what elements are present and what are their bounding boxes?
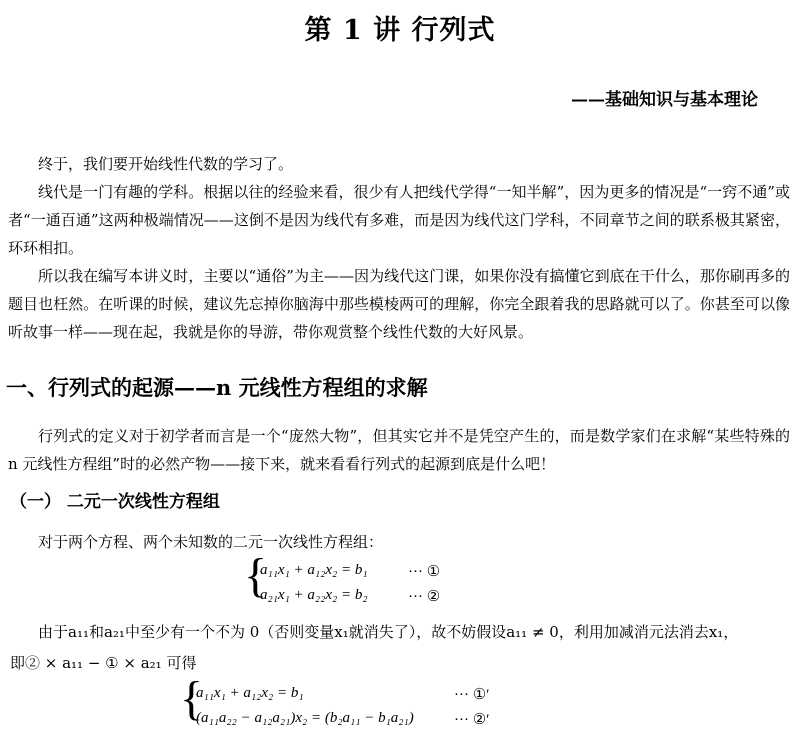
equation-1: a₁₁x₁ + a₁₂x₂ = b₁ [260, 562, 368, 578]
equation-system-2 [180, 672, 510, 735]
equation-3: a₁₁x₁ + a₁₂x₂ = b₁ [196, 685, 304, 701]
explanation-line-2: 即② × a₁₁ − ① × a₂₁ 可得 [10, 654, 197, 672]
brace-icon: { [244, 549, 268, 602]
explanation-line-1: 由于a₁₁和a₂₁中至少有一个不为 0（否则变量x₁就消失了），故不妨假设a₁₁ ≠ 0，利用加减消元法消去x₁， [38, 623, 739, 641]
intro-paragraph-1: 终于，我们要开始线性代数的学习了。 [38, 155, 294, 173]
subsection-lead: 对于两个方程、两个未知数的二元一次线性方程组： [38, 533, 384, 551]
equation-4: (a₁₁a₂₂ − a₁₂a₂₁)x₂ = (b₂a₁₁ − b₁a₂₁) [196, 710, 414, 726]
equation-2: a₂₁x₁ + a₂₂x₂ = b₂ [260, 587, 368, 603]
intro-paragraph-3: 所以我在编写本讲义时，主要以“通俗”为主——因为线代这门课，如果你没有搞懂它到底在干什么，那你刷再多的题目也枉然。在听课的时候，建议先忘掉你脑海中那些模棱两可的理解，你完全跟着我的思路就可以了。你甚至可以像听故事一样——现在起，我就是你的导游，带你观赏整个线性代数的大好风景。 [8, 267, 790, 341]
page-subtitle: ——基础知识与基本理论 [571, 90, 758, 110]
subsection-heading: （一） 二元一次线性方程组 [10, 492, 220, 512]
section-heading: 一、行列式的起源——n 元线性方程组的求解 [6, 375, 428, 400]
equation-2-mark: ··· ② [408, 589, 441, 605]
section-paragraph: 行列式的定义对于初学者而言是一个“庞然大物”，但其实它并不是凭空产生的，而是数学家们在求解“某些特殊的 n 元线性方程组”时的必然产物——接下来，就来看看行列式的起源到底是什么吧！ [8, 427, 790, 473]
equation-system-1 [244, 549, 444, 612]
page-title: 第 1 讲 行列式 [304, 15, 496, 46]
intro-paragraph-2: 线代是一门有趣的学科。根据以往的经验来看，很少有人把线代学得“一知半解”，因为更多的情况是“一窍不通”或者“一通百通”这两种极端情况——这倒不是因为线代有多难，而是因为线代这门学科，不同章节之间的联系极其紧密，环环相扣。 [8, 183, 790, 257]
equation-3-mark: ··· ①′ [454, 687, 490, 703]
equation-4-mark: ··· ②′ [454, 712, 490, 728]
equation-1-mark: ··· ① [408, 564, 441, 580]
brace-icon: { [180, 672, 204, 725]
